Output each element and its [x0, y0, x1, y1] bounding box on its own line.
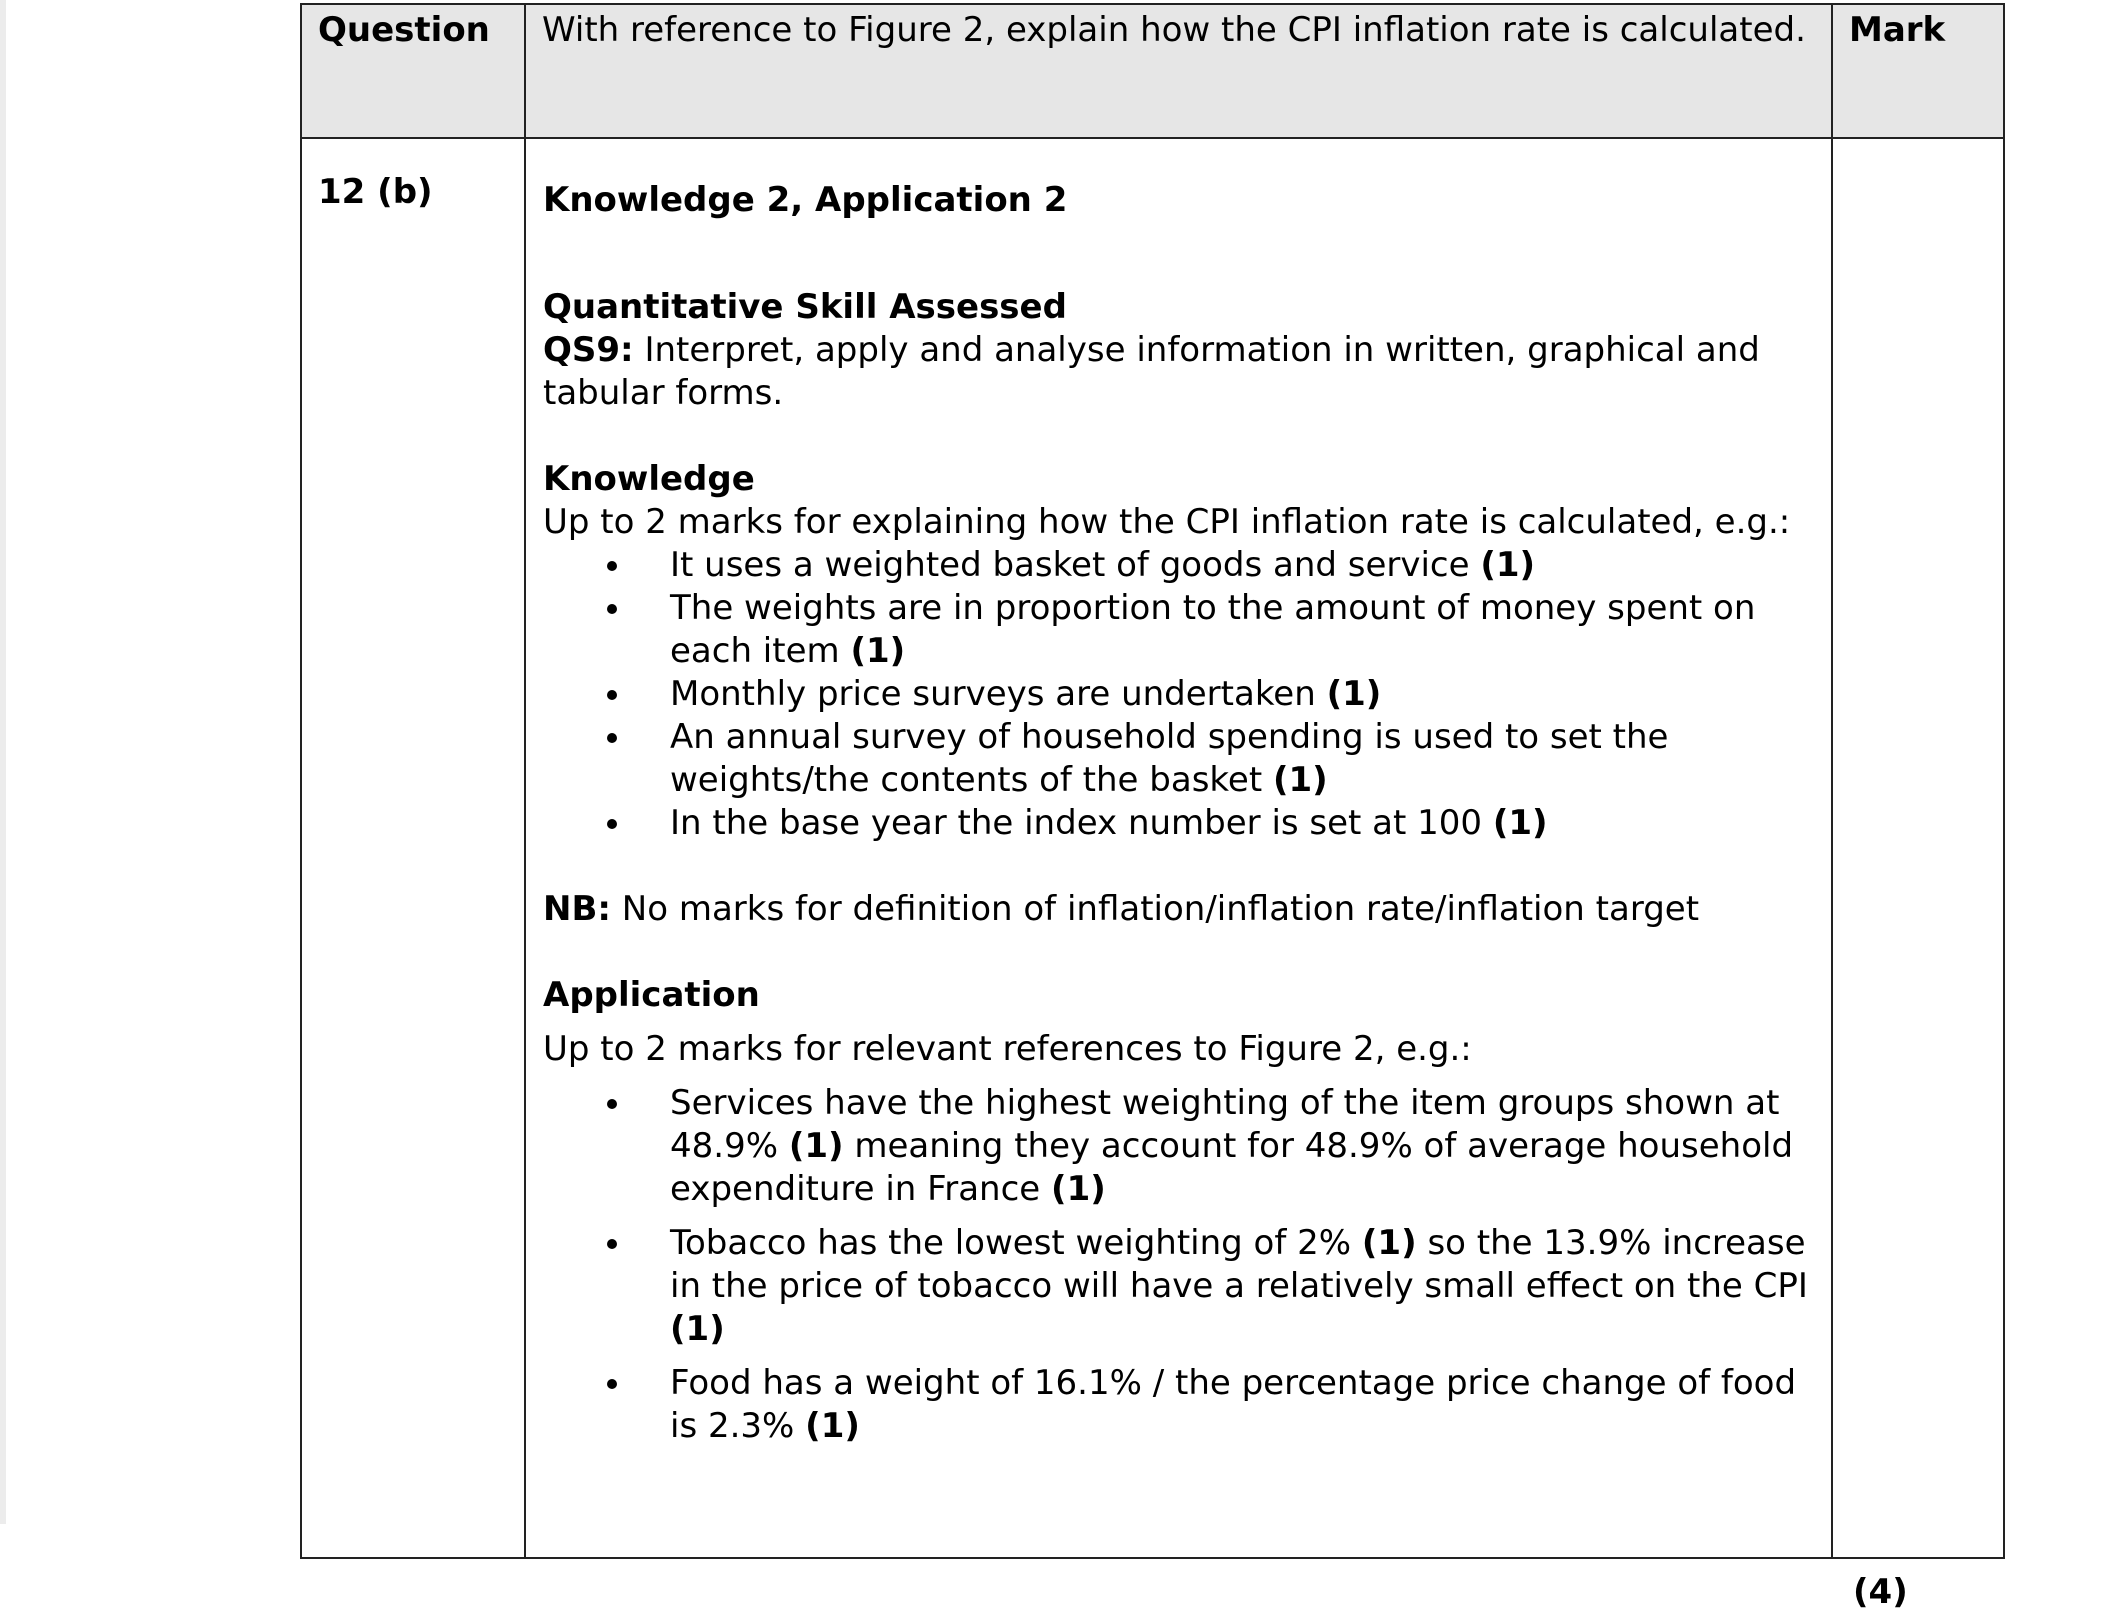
qs-text: Interpret, apply and analyse information in written, graphical and tabular forms.	[543, 330, 1760, 413]
list-item: The weights are in proportion to the amount of money spent on each item (1)	[670, 587, 1815, 673]
total-mark: (4)	[1853, 1572, 1908, 1612]
knowledge-intro: Up to 2 marks for explaining how the CPI inflation rate is calculated, e.g.:	[543, 502, 1791, 542]
knowledge-list	[543, 544, 1815, 845]
mark-scheme-content	[525, 138, 1832, 1558]
application-intro: Up to 2 marks for relevant references to Figure 2, e.g.:	[543, 1029, 1472, 1069]
marks-breakdown-heading: Knowledge 2, Application 2	[543, 180, 1068, 220]
mark-column-header: Mark	[1832, 4, 2004, 138]
question-text: With reference to Figure 2, explain how the CPI inflation rate is calculated.	[525, 4, 1832, 138]
table-header-row	[301, 4, 2004, 138]
qs-description	[543, 329, 1815, 415]
question-number: 12 (b)	[301, 138, 525, 1558]
list-item: Tobacco has the lowest weighting of 2% (1) so the 13.9% increase in the price of tobacco will have a relatively small effect on the CPI (1)	[670, 1222, 1815, 1351]
list-item: Food has a weight of 16.1% / the percentage price change of food is 2.3% (1)	[670, 1362, 1815, 1448]
list-item: An annual survey of household spending is used to set the weights/the contents of the basket (1)	[670, 716, 1815, 802]
list-item: It uses a weighted basket of goods and service (1)	[670, 544, 1815, 587]
mark-scheme-table	[300, 3, 2005, 1612]
knowledge-heading: Knowledge	[543, 459, 755, 499]
nb-label: NB:	[543, 889, 611, 929]
application-list	[543, 1082, 1815, 1448]
page-edge-shade	[0, 0, 6, 1524]
table-row	[301, 138, 2004, 1558]
mark-cell	[1832, 138, 2004, 1612]
list-item: Services have the highest weighting of the item groups shown at 48.9% (1) meaning they account for 48.9% of average household expenditure in France (1)	[670, 1082, 1815, 1211]
list-item: In the base year the index number is set at 100 (1)	[670, 802, 1815, 845]
application-heading: Application	[543, 975, 760, 1015]
qs-code: QS9:	[543, 330, 634, 370]
question-column-header: Question	[301, 4, 525, 138]
qs-heading: Quantitative Skill Assessed	[543, 287, 1067, 327]
nb-note	[543, 888, 1815, 931]
list-item: Monthly price surveys are undertaken (1)	[670, 673, 1815, 716]
nb-text: No marks for definition of inflation/inflation rate/inflation target	[610, 889, 1700, 929]
